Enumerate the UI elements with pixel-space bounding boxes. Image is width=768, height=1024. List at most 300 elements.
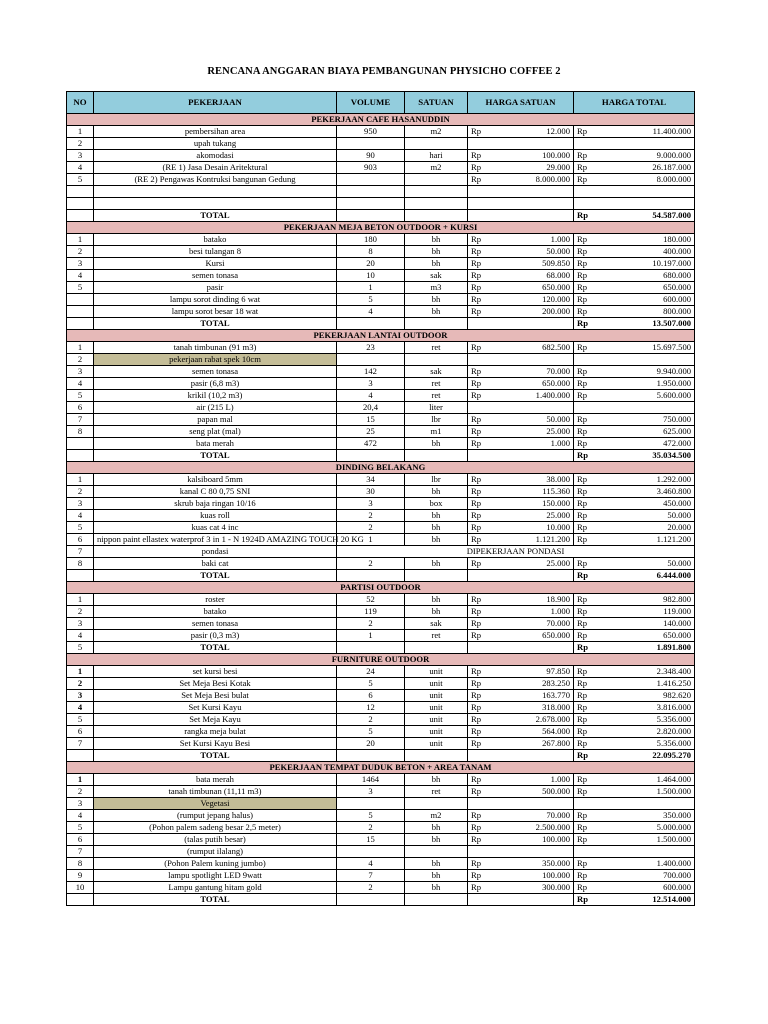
row-unit: bh — [405, 774, 468, 786]
row-unit: bh — [405, 558, 468, 570]
row-item: pembersihan area — [94, 126, 337, 138]
row-price: 1.400.000 — [494, 390, 574, 402]
row-volume: 2 — [337, 558, 405, 570]
row-no: 4 — [67, 162, 94, 174]
row-total: 650.000 — [600, 630, 695, 642]
section-title: PARTISI OUTDOOR — [67, 582, 695, 594]
header-unit: SATUAN — [405, 92, 468, 114]
row-unit: bh — [405, 246, 468, 258]
total-label: TOTAL — [94, 750, 337, 762]
row-price-currency: Rp — [468, 822, 494, 834]
row-item: kuas roll — [94, 510, 337, 522]
total-no: 5 — [67, 642, 94, 654]
row-total-currency: Rp — [574, 522, 600, 534]
row-total: 26.187.000 — [600, 162, 695, 174]
row-price — [494, 846, 574, 858]
row-unit: box — [405, 498, 468, 510]
row-volume: 15 — [337, 834, 405, 846]
row-total: 1.416.250 — [600, 678, 695, 690]
row-unit: bh — [405, 882, 468, 894]
row-no: 8 — [67, 558, 94, 570]
row-item: baki cat — [94, 558, 337, 570]
row-total-currency: Rp — [574, 630, 600, 642]
row-volume — [337, 846, 405, 858]
row-no: 4 — [67, 378, 94, 390]
row-no: 3 — [67, 366, 94, 378]
table-row — [67, 354, 695, 366]
row-volume: 142 — [337, 366, 405, 378]
row-total-currency: Rp — [574, 738, 600, 750]
row-unit: ret — [405, 786, 468, 798]
row-total: 1.121.200 — [600, 534, 695, 546]
row-unit: sak — [405, 366, 468, 378]
row-no — [67, 438, 94, 450]
row-volume: 20,4 — [337, 402, 405, 414]
row-total: 5.356.000 — [600, 714, 695, 726]
row-total: 600.000 — [600, 294, 695, 306]
table-row — [67, 438, 695, 450]
row-unit: sak — [405, 618, 468, 630]
row-no: 4 — [67, 510, 94, 522]
row-price-currency: Rp — [468, 690, 494, 702]
row-price-currency: Rp — [468, 738, 494, 750]
table-row — [67, 798, 695, 810]
row-item: Set Meja Kayu — [94, 714, 337, 726]
row-volume: 4 — [337, 306, 405, 318]
row-volume: 2 — [337, 522, 405, 534]
total-amount: 54.587.000 — [600, 210, 695, 222]
row-unit: bh — [405, 606, 468, 618]
row-price-currency: Rp — [468, 774, 494, 786]
row-no: 3 — [67, 498, 94, 510]
total-price-currency — [468, 750, 494, 762]
row-price: 318.000 — [494, 702, 574, 714]
row-volume: 472 — [337, 438, 405, 450]
row-price: 70.000 — [494, 618, 574, 630]
row-total: 3.460.800 — [600, 486, 695, 498]
row-unit — [405, 354, 468, 366]
table-row — [67, 714, 695, 726]
row-volume: 1 — [337, 534, 405, 546]
row-price: 2.500.000 — [494, 822, 574, 834]
row-price: 25.000 — [494, 426, 574, 438]
total-row — [67, 750, 695, 762]
row-total-currency — [574, 138, 600, 150]
row-total-currency: Rp — [574, 282, 600, 294]
row-price: 97.850 — [494, 666, 574, 678]
row-item: bata merah — [94, 438, 337, 450]
row-item: pekerjaan rabat spek 10cm — [94, 354, 337, 366]
table-row — [67, 174, 695, 186]
row-total: 1.292.000 — [600, 474, 695, 486]
row-price: 120.000 — [494, 294, 574, 306]
row-price: 564.000 — [494, 726, 574, 738]
total-price — [494, 750, 574, 762]
row-total-currency — [574, 846, 600, 858]
row-item: bata merah — [94, 774, 337, 786]
row-price: 100.000 — [494, 870, 574, 882]
row-price-currency: Rp — [468, 162, 494, 174]
row-total: 450.000 — [600, 498, 695, 510]
row-total: 2.348.400 — [600, 666, 695, 678]
row-price — [494, 138, 574, 150]
row-total-currency: Rp — [574, 870, 600, 882]
row-price: 267.800 — [494, 738, 574, 750]
row-price: 50.000 — [494, 414, 574, 426]
row-total — [600, 138, 695, 150]
row-unit: hari — [405, 150, 468, 162]
row-volume — [337, 186, 405, 198]
row-price-currency: Rp — [468, 534, 494, 546]
row-price: 350.000 — [494, 858, 574, 870]
total-label: TOTAL — [94, 318, 337, 330]
row-volume: 119 — [337, 606, 405, 618]
total-price-currency — [468, 210, 494, 222]
row-no: 1 — [67, 594, 94, 606]
row-unit: m1 — [405, 426, 468, 438]
row-unit: unit — [405, 678, 468, 690]
total-label: TOTAL — [94, 210, 337, 222]
table-row — [67, 522, 695, 534]
budget-table — [66, 91, 695, 906]
row-total: 50.000 — [600, 510, 695, 522]
row-price — [494, 402, 574, 414]
row-item: akomodasi — [94, 150, 337, 162]
row-no: 8 — [67, 426, 94, 438]
row-price: 25.000 — [494, 558, 574, 570]
row-price: 150.000 — [494, 498, 574, 510]
row-price-currency: Rp — [468, 342, 494, 354]
table-row — [67, 126, 695, 138]
row-item — [94, 198, 337, 210]
row-total: 600.000 — [600, 882, 695, 894]
row-no: 5 — [67, 714, 94, 726]
row-no: 4 — [67, 630, 94, 642]
total-currency: Rp — [574, 318, 600, 330]
row-price-currency: Rp — [468, 834, 494, 846]
row-item: rangka meja bulat — [94, 726, 337, 738]
row-price: 29.000 — [494, 162, 574, 174]
table-row — [67, 822, 695, 834]
row-item: air (215 L) — [94, 402, 337, 414]
header-item: PEKERJAAN — [94, 92, 337, 114]
table-row — [67, 258, 695, 270]
row-total: 5.356.000 — [600, 738, 695, 750]
total-volume — [337, 210, 405, 222]
row-price — [494, 186, 574, 198]
row-price-currency: Rp — [468, 678, 494, 690]
row-price-currency: Rp — [468, 810, 494, 822]
row-volume: 52 — [337, 594, 405, 606]
total-amount: 35.034.500 — [600, 450, 695, 462]
row-item: semen tonasa — [94, 618, 337, 630]
table-row — [67, 774, 695, 786]
row-price-currency — [468, 798, 494, 810]
row-price-currency: Rp — [468, 270, 494, 282]
row-no: 1 — [67, 774, 94, 786]
row-price: 100.000 — [494, 150, 574, 162]
row-no: 7 — [67, 414, 94, 426]
row-volume: 5 — [337, 726, 405, 738]
row-total: 50.000 — [600, 558, 695, 570]
row-unit — [405, 174, 468, 186]
total-row — [67, 210, 695, 222]
row-price: 300.000 — [494, 882, 574, 894]
row-volume — [337, 174, 405, 186]
row-price: 283.250 — [494, 678, 574, 690]
row-item: set kursi besi — [94, 666, 337, 678]
table-row — [67, 594, 695, 606]
row-total-currency: Rp — [574, 774, 600, 786]
row-volume: 2 — [337, 822, 405, 834]
row-unit: ret — [405, 390, 468, 402]
total-price — [494, 570, 574, 582]
table-row — [67, 630, 695, 642]
row-total-currency: Rp — [574, 666, 600, 678]
row-price-currency: Rp — [468, 882, 494, 894]
row-price: 200.000 — [494, 306, 574, 318]
row-total-currency: Rp — [574, 438, 600, 450]
row-total: 5.600.000 — [600, 390, 695, 402]
row-price: 650.000 — [494, 630, 574, 642]
row-volume: 3 — [337, 378, 405, 390]
row-price-currency: Rp — [468, 618, 494, 630]
row-volume: 1464 — [337, 774, 405, 786]
table-row — [67, 246, 695, 258]
row-no: 2 — [67, 138, 94, 150]
row-item: skrub baja ringan 10/16 — [94, 498, 337, 510]
row-item: pasir (6,8 m3) — [94, 378, 337, 390]
total-volume — [337, 450, 405, 462]
row-item: (talas putih besar) — [94, 834, 337, 846]
row-item: semen tonasa — [94, 270, 337, 282]
row-volume: 12 — [337, 702, 405, 714]
row-no: 6 — [67, 834, 94, 846]
total-price — [494, 450, 574, 462]
total-unit — [405, 894, 468, 906]
row-price-currency: Rp — [468, 234, 494, 246]
row-total: 1.500.000 — [600, 786, 695, 798]
row-price-currency: Rp — [468, 174, 494, 186]
row-no: 3 — [67, 618, 94, 630]
table-row — [67, 474, 695, 486]
row-price-currency: Rp — [468, 282, 494, 294]
row-total-currency: Rp — [574, 690, 600, 702]
row-volume: 3 — [337, 498, 405, 510]
row-total: 1.500.000 — [600, 834, 695, 846]
row-total: 140.000 — [600, 618, 695, 630]
row-price-currency: Rp — [468, 294, 494, 306]
row-no: 3 — [67, 258, 94, 270]
table-row — [67, 282, 695, 294]
row-item: nippon paint ellastex waterprof 3 in 1 - N 1924D AMAZING TOUCH 20 KG — [94, 534, 337, 546]
row-total-currency: Rp — [574, 606, 600, 618]
row-price-currency: Rp — [468, 522, 494, 534]
section-title: PEKERJAAN MEJA BETON OUTDOOR + KURSI — [67, 222, 695, 234]
total-amount: 13.507.000 — [600, 318, 695, 330]
total-no — [67, 750, 94, 762]
total-row — [67, 450, 695, 462]
row-no: 6 — [67, 534, 94, 546]
row-volume — [337, 354, 405, 366]
row-total — [600, 402, 695, 414]
section-header — [67, 330, 695, 342]
row-item: batako — [94, 606, 337, 618]
total-unit — [405, 210, 468, 222]
row-total-currency: Rp — [574, 882, 600, 894]
total-no — [67, 894, 94, 906]
row-unit: bh — [405, 522, 468, 534]
row-no: 3 — [67, 798, 94, 810]
budget-table-body — [67, 114, 695, 906]
table-row — [67, 342, 695, 354]
total-label: TOTAL — [94, 642, 337, 654]
table-row — [67, 534, 695, 546]
row-total-currency: Rp — [574, 594, 600, 606]
row-total: 20.000 — [600, 522, 695, 534]
total-currency: Rp — [574, 570, 600, 582]
row-price-currency: Rp — [468, 306, 494, 318]
row-no: 5 — [67, 282, 94, 294]
row-price-currency: Rp — [468, 786, 494, 798]
row-price-currency: Rp — [468, 606, 494, 618]
row-no: 5 — [67, 174, 94, 186]
row-price-currency: Rp — [468, 714, 494, 726]
row-item: (RE 1) Jasa Desain Aritektural — [94, 162, 337, 174]
row-volume — [337, 198, 405, 210]
total-no — [67, 570, 94, 582]
header-no: NO — [67, 92, 94, 114]
row-volume: 6 — [337, 690, 405, 702]
total-amount: 12.514.000 — [600, 894, 695, 906]
total-label: TOTAL — [94, 570, 337, 582]
table-row — [67, 414, 695, 426]
page-title: RENCANA ANGGARAN BIAYA PEMBANGUNAN PHYSICHO COFFEE 2 — [207, 66, 561, 77]
row-no: 4 — [67, 702, 94, 714]
row-unit: sak — [405, 270, 468, 282]
row-no: 8 — [67, 858, 94, 870]
total-row — [67, 318, 695, 330]
row-item: Set Meja Besi bulat — [94, 690, 337, 702]
row-volume: 903 — [337, 162, 405, 174]
row-price: 68.000 — [494, 270, 574, 282]
total-volume — [337, 642, 405, 654]
row-total-currency: Rp — [574, 858, 600, 870]
row-unit: bh — [405, 294, 468, 306]
row-item: Vegetasi — [94, 798, 337, 810]
row-no: 1 — [67, 342, 94, 354]
row-item: (rumput ilalang) — [94, 846, 337, 858]
total-price-currency — [468, 570, 494, 582]
row-item: kuas cat 4 inc — [94, 522, 337, 534]
row-volume: 5 — [337, 294, 405, 306]
row-no: 5 — [67, 390, 94, 402]
row-price-currency: Rp — [468, 390, 494, 402]
row-unit: unit — [405, 726, 468, 738]
row-total: 625.000 — [600, 426, 695, 438]
row-price-currency: Rp — [468, 378, 494, 390]
row-volume: 2 — [337, 510, 405, 522]
row-unit: unit — [405, 702, 468, 714]
row-price-currency: Rp — [468, 666, 494, 678]
row-total — [600, 798, 695, 810]
row-total — [600, 186, 695, 198]
row-no: 2 — [67, 606, 94, 618]
row-total-currency: Rp — [574, 414, 600, 426]
row-item: kalsiboard 5mm — [94, 474, 337, 486]
row-total-currency: Rp — [574, 810, 600, 822]
total-price — [494, 894, 574, 906]
row-no — [67, 306, 94, 318]
row-unit: unit — [405, 714, 468, 726]
row-price: 682.500 — [494, 342, 574, 354]
total-price-currency — [468, 450, 494, 462]
total-no — [67, 318, 94, 330]
row-unit: ret — [405, 630, 468, 642]
row-volume: 5 — [337, 810, 405, 822]
row-volume: 25 — [337, 426, 405, 438]
row-item: seng plat (mal) — [94, 426, 337, 438]
table-row — [67, 402, 695, 414]
row-item: batako — [94, 234, 337, 246]
table-row — [67, 306, 695, 318]
row-unit: bh — [405, 534, 468, 546]
row-total: 9.000.000 — [600, 150, 695, 162]
row-total: 8.000.000 — [600, 174, 695, 186]
row-price — [494, 198, 574, 210]
total-price — [494, 210, 574, 222]
total-volume — [337, 318, 405, 330]
row-volume — [337, 798, 405, 810]
row-no: 3 — [67, 150, 94, 162]
row-no: 5 — [67, 822, 94, 834]
row-price-currency: Rp — [468, 498, 494, 510]
table-row — [67, 690, 695, 702]
total-currency: Rp — [574, 450, 600, 462]
row-no: 7 — [67, 546, 94, 558]
row-item: lampu sorot besar 18 wat — [94, 306, 337, 318]
total-price — [494, 318, 574, 330]
row-total: 2.820.000 — [600, 726, 695, 738]
row-total: 10.197.000 — [600, 258, 695, 270]
row-price-currency: Rp — [468, 558, 494, 570]
row-total-currency: Rp — [574, 618, 600, 630]
row-total-currency: Rp — [574, 366, 600, 378]
row-total-currency: Rp — [574, 834, 600, 846]
row-total: 800.000 — [600, 306, 695, 318]
row-unit: bh — [405, 594, 468, 606]
row-price-currency — [468, 846, 494, 858]
row-price: 163.770 — [494, 690, 574, 702]
total-unit — [405, 318, 468, 330]
row-total: 9.940.000 — [600, 366, 695, 378]
row-no: 1 — [67, 234, 94, 246]
row-price: 1.000 — [494, 774, 574, 786]
row-price: 1.000 — [494, 606, 574, 618]
row-total: 982.620 — [600, 690, 695, 702]
row-item: Set Meja Besi Kotak — [94, 678, 337, 690]
row-unit — [405, 846, 468, 858]
table-row — [67, 702, 695, 714]
row-unit: unit — [405, 738, 468, 750]
row-price-currency: Rp — [468, 858, 494, 870]
row-price-currency — [468, 138, 494, 150]
row-no: 6 — [67, 402, 94, 414]
row-no: 1 — [67, 666, 94, 678]
row-volume: 90 — [337, 150, 405, 162]
row-item: (RE 2) Pengawas Kontruksi bangunan Gedung — [94, 174, 337, 186]
row-total-currency: Rp — [574, 510, 600, 522]
